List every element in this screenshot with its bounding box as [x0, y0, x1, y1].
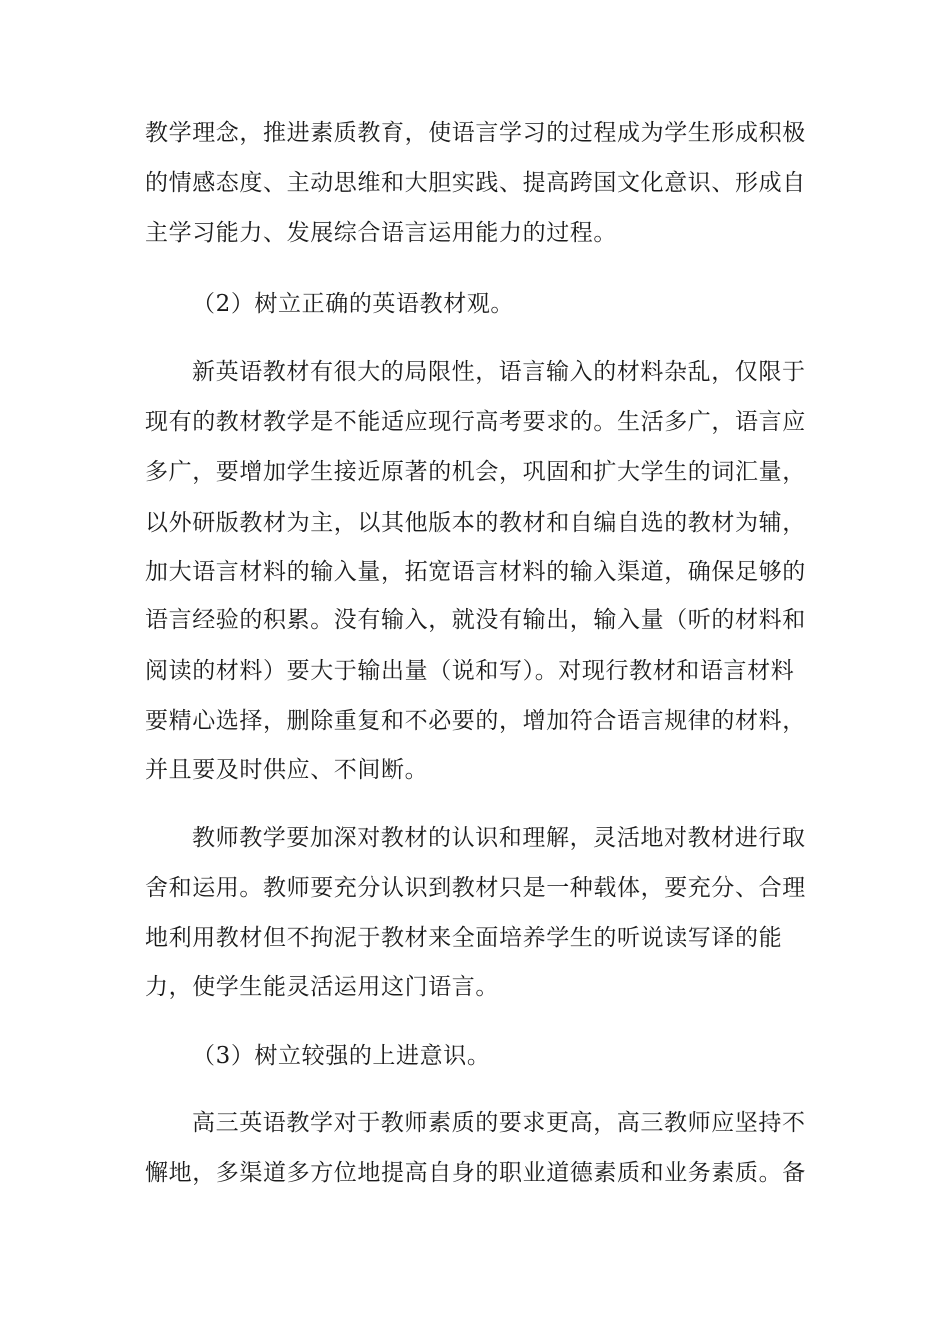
paragraph-line: 并且要及时供应、不间断。	[145, 757, 429, 783]
paragraph-line: 懈地，多渠道多方位地提高自身的职业道德素质和业务素质。备	[145, 1160, 806, 1186]
paragraph-line: 教师教学要加深对教材的认识和理解，灵活地对教材进行取	[192, 825, 806, 851]
paragraph-line: 的情感态度、主动思维和大胆实践、提高跨国文化意识、形成自	[145, 170, 806, 196]
paragraph-line: 现有的教材教学是不能适应现行高考要求的。生活多广，语言应	[145, 409, 806, 435]
paragraph-line: 阅读的材料）要大于输出量（说和写）。对现行教材和语言材料	[145, 658, 795, 684]
paragraph-line: 要精心选择，删除重复和不必要的，增加符合语言规律的材料，	[145, 708, 806, 734]
paragraph-line: 新英语教材有很大的局限性，语言输入的材料杂乱，仅限于	[192, 359, 806, 385]
paragraph-line: 高三英语教学对于教师素质的要求更高，高三教师应坚持不	[192, 1110, 806, 1136]
paragraph-line: 语言经验的积累。没有输入，就没有输出，输入量（听的材料和	[145, 607, 806, 633]
paragraph-line: 教学理念，推进素质教育，使语言学习的过程成为学生形成积极	[145, 120, 806, 146]
paragraph-line: 多广，要增加学生接近原著的机会，巩固和扩大学生的词汇量，	[145, 459, 806, 485]
paragraph-line: 主学习能力、发展综合语言运用能力的过程。	[145, 220, 617, 246]
paragraph-line: 加大语言材料的输入量，拓宽语言材料的输入渠道，确保足够的	[145, 559, 806, 585]
paragraph-line: 以外研版教材为主，以其他版本的教材和自编自选的教材为辅，	[145, 510, 806, 536]
paragraph-line: 舍和运用。教师要充分认识到教材只是一种载体，要充分、合理	[145, 875, 806, 901]
paragraph-line: 力，使学生能灵活运用这门语言。	[145, 974, 499, 1000]
section-heading: （3）树立较强的上进意识。	[192, 1043, 491, 1069]
section-heading: （2）树立正确的英语教材观。	[192, 291, 515, 317]
paragraph-line: 地利用教材但不拘泥于教材来全面培养学生的听说读写译的能	[145, 925, 783, 951]
